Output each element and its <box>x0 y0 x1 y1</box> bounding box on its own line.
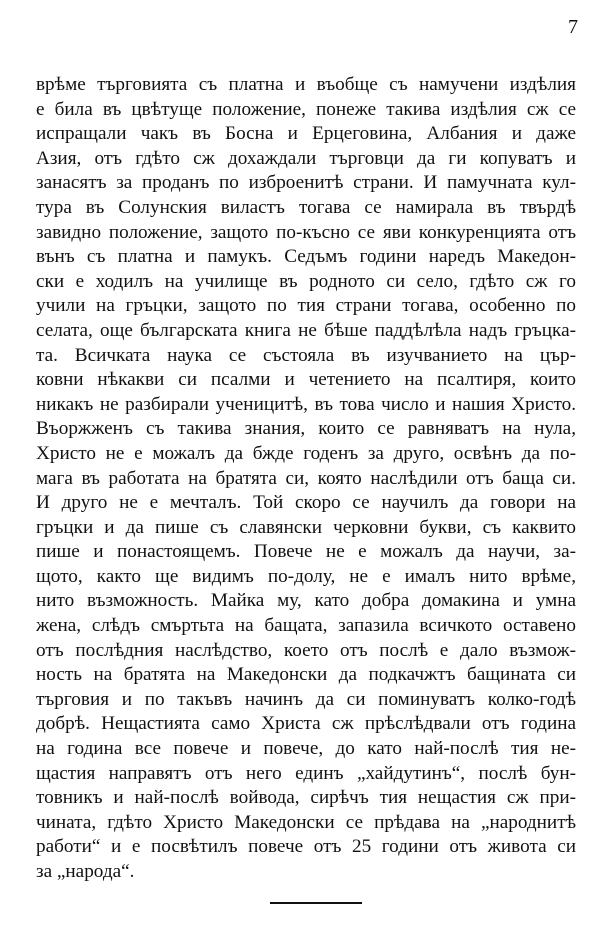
text-line: учили на гръцки, защото по тия страни тогава, особенно по <box>36 295 576 317</box>
text-line: ковни нѣкакви си псалми и четението на псалтиря, които <box>36 369 576 391</box>
text-line: жена, слѣдъ смъртьта на бащата, запазила всичкото оставено <box>36 615 576 637</box>
text-line: чината, гдѣто Христо Македонски се прѣдава на „народнитѣ <box>36 811 576 833</box>
text-line: на година все повече и повече, до като най-послѣ тия не- <box>36 738 576 760</box>
text-line: вънъ съ платна и памукъ. Седъмъ години наредъ Македон- <box>36 246 576 268</box>
text-line: селата, още българската книга не бѣше паддѣлѣла надъ гръцка- <box>36 319 576 341</box>
text-line: И друго не е мечталъ. Той скоро се научилъ да говори на <box>36 492 576 514</box>
text-line: товникъ и най-послѣ войвода, сирѣчъ тия нещастия сж при- <box>36 787 576 809</box>
text-line: за „народа“. <box>36 861 135 882</box>
text-line: нито възможность. Майка му, като добра домакина и умна <box>36 590 576 612</box>
text-line: мага въ работата на братята си, която наслѣдили отъ баща си. <box>36 467 576 489</box>
text-line: ность на братята на Македонски да подкачжтъ бащината си <box>36 664 576 686</box>
text-line: ски е ходилъ на училище въ родното си село, гдѣто сж го <box>36 270 576 292</box>
text-line: испращали чакъ въ Босна и Ерцеговина, Албания и даже <box>36 123 576 145</box>
text-line: завидно положение, защото по-късно се яви конкуренцията отъ <box>36 221 576 243</box>
text-line: занасятъ за проданъ по изброенитѣ страни. И памучната кул- <box>36 172 576 194</box>
text-line: тура въ Солунския виластъ тогава се намирала въ твърдѣ <box>36 196 576 218</box>
text-line: врѣме търговията съ платна и въобще съ намучени издѣлия <box>36 74 576 95</box>
text-line: та. Всичката наука се състояла въ изучванието на цър- <box>36 344 576 366</box>
text-line: щастия направятъ отъ него единъ „хайдутинъ“, послѣ бун- <box>36 762 576 784</box>
text-line: Азия, отъ гдѣто сж дохаждали търговци да ги копуватъ и <box>36 147 576 169</box>
section-divider <box>270 902 362 904</box>
text-line: добрѣ. Нещастията само Христа сж прѣслѣдвали отъ година <box>36 713 576 735</box>
text-line: пише и понастоящемъ. Повече не е можалъ да научи, за- <box>36 541 576 563</box>
body-text <box>36 73 576 885</box>
text-line: работи“ и е посвѣтилъ повече отъ 25 години отъ живота си <box>36 836 576 858</box>
text-line: Христо не е можалъ да бжде годенъ за друго, освѣнъ да по- <box>36 442 576 464</box>
text-line: е била въ цвѣтуще положение, понеже такива издѣлия сж се <box>36 98 576 120</box>
page-number: 7 <box>568 16 578 38</box>
text-line: никакъ не разбирали ученицитѣ, въ това число и нашия Христо. <box>36 393 576 415</box>
text-line: търговия и по такъвъ начинъ да си поминуватъ колко-годѣ <box>36 688 576 710</box>
text-line: щото, както ще видимъ по-долу, не е ималъ нито врѣме, <box>36 565 576 587</box>
text-line: Въоржженъ съ такива знания, които се равняватъ на нула, <box>36 418 576 440</box>
text-line: гръцки и да пише съ славянски черковни букви, съ каквито <box>36 516 576 538</box>
text-line: отъ послѣдния наслѣдство, което отъ послѣ е дало възмож- <box>36 639 576 661</box>
